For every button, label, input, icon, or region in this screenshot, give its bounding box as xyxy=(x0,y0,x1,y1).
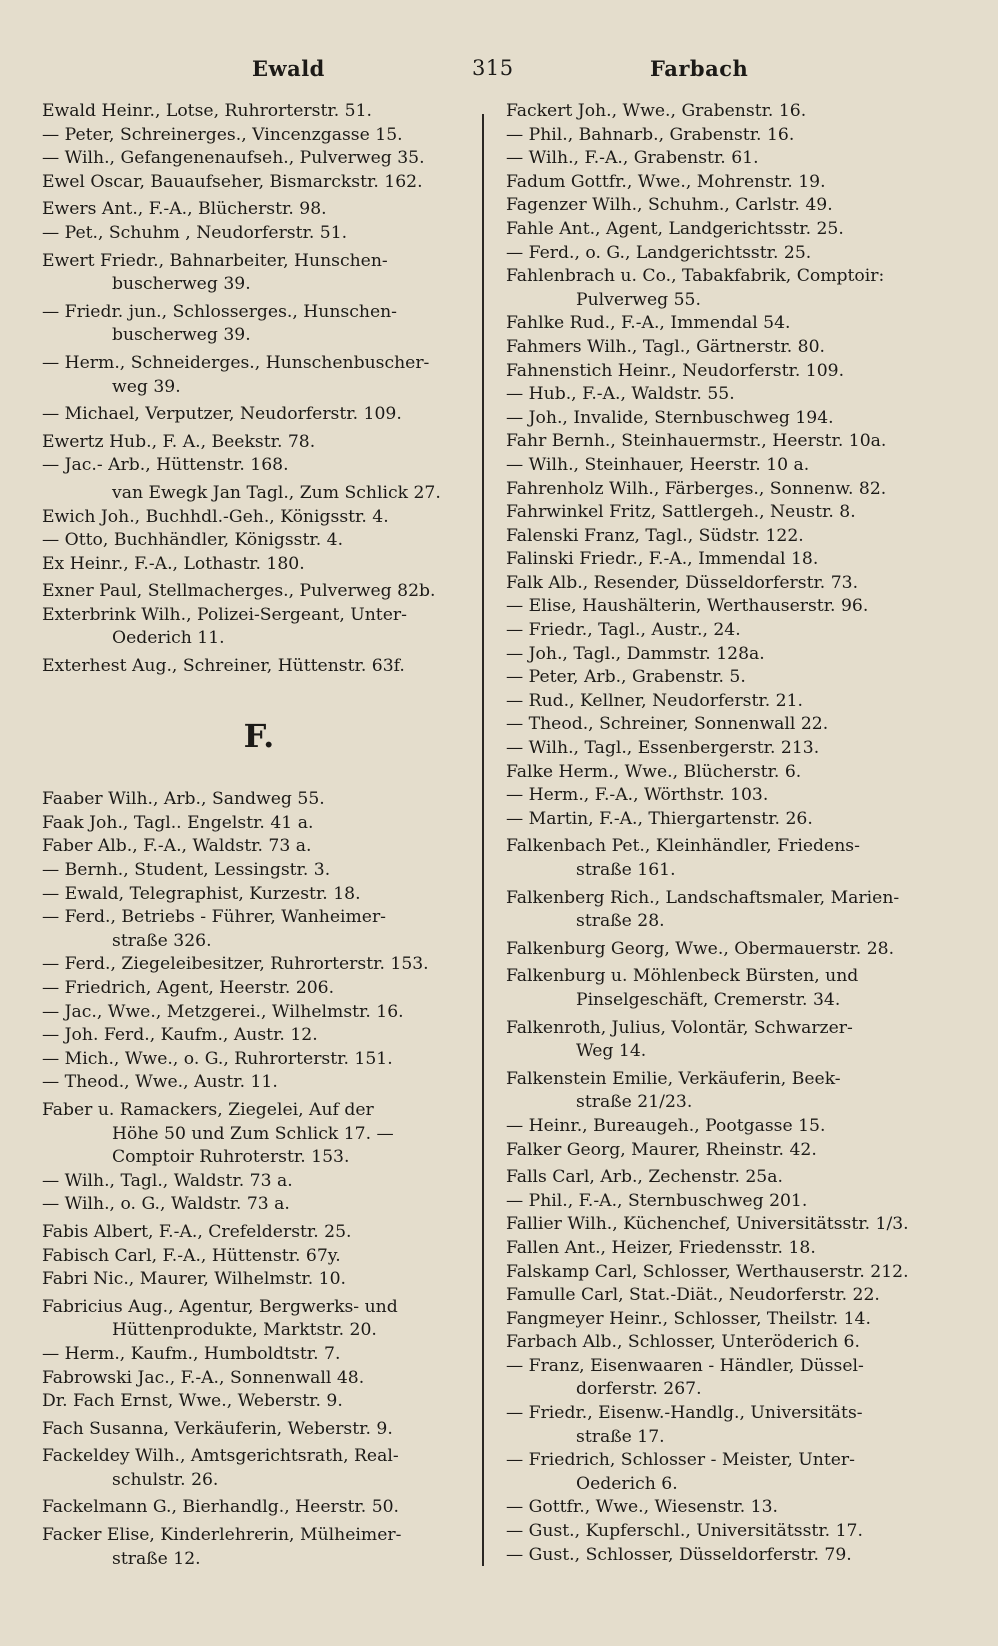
section-letter: F. xyxy=(243,716,275,755)
directory-line: — Heinr., Bureaugeh., Pootgasse 15. xyxy=(506,1115,826,1136)
directory-line: Falkenstein Emilie, Verkäuferin, Beek- xyxy=(506,1068,841,1089)
directory-line: — Phil., F.-A., Sternbuschweg 201. xyxy=(506,1190,808,1211)
left-column xyxy=(42,100,476,1571)
directory-line: — Peter, Schreinerges., Vincenzgasse 15. xyxy=(42,124,403,145)
directory-line: dorferstr. 267. xyxy=(576,1379,702,1400)
directory-line: — Joh., Tagl., Dammstr. 128a. xyxy=(506,643,765,664)
running-head-left: Ewald xyxy=(252,56,325,81)
directory-line: Fackelmann G., Bierhandlg., Heerstr. 50. xyxy=(42,1497,400,1518)
directory-line: — Gust., Schlosser, Düsseldorferstr. 79. xyxy=(506,1544,852,1565)
directory-line: Falkenburg u. Möhlenbeck Bürsten, und xyxy=(506,966,859,987)
directory-line: — Friedr. jun., Schlosserges., Hunschen- xyxy=(42,301,397,322)
directory-line: Fach Susanna, Verkäuferin, Weberstr. 9. xyxy=(42,1418,393,1439)
directory-line: Fangmeyer Heinr., Schlosser, Theilstr. 14. xyxy=(506,1308,871,1329)
directory-line: straße 28. xyxy=(576,911,665,932)
column-divider xyxy=(482,114,484,1566)
directory-line: — Wilh., Steinhauer, Heerstr. 10 a. xyxy=(506,454,810,475)
directory-line: Hüttenprodukte, Marktstr. 20. xyxy=(112,1320,377,1341)
directory-line: — Peter, Arb., Grabenstr. 5. xyxy=(506,667,746,688)
directory-line: — Friedr., Eisenw.-Handlg., Universitäts- xyxy=(506,1403,863,1424)
directory-line: — Wilh., Tagl., Waldstr. 73 a. xyxy=(42,1170,293,1191)
directory-line: — Pet., Schuhm , Neudorferstr. 51. xyxy=(42,222,348,243)
directory-line: Famulle Carl, Stat.-Diät., Neudorferstr. 22. xyxy=(506,1285,880,1306)
directory-line: Ewertz Hub., F. A., Beekstr. 78. xyxy=(42,431,316,452)
right-column xyxy=(506,100,938,1567)
directory-line: — Wilh., Gefangenenaufseh., Pulverweg 35. xyxy=(42,148,425,169)
directory-line: — Ferd., Ziegeleibesitzer, Ruhrorterstr. 153. xyxy=(42,954,429,975)
directory-line: Fahmers Wilh., Tagl., Gärtnerstr. 80. xyxy=(506,336,825,357)
directory-line: Ewert Friedr., Bahnarbeiter, Hunschen- xyxy=(42,250,388,271)
directory-line: — Mich., Wwe., o. G., Ruhrorterstr. 151. xyxy=(42,1048,393,1069)
directory-line: — Herm., F.-A., Wörthstr. 103. xyxy=(506,785,769,806)
directory-line: — Wilh., Tagl., Essenbergerstr. 213. xyxy=(506,738,820,759)
directory-line: Faak Joh., Tagl.. Engelstr. 41 a. xyxy=(42,812,314,833)
directory-line: Ewel Oscar, Bauaufseher, Bismarckstr. 162. xyxy=(42,171,423,192)
directory-line: Falkenbach Pet., Kleinhändler, Friedens- xyxy=(506,836,860,857)
directory-line: van Ewegk Jan Tagl., Zum Schlick 27. xyxy=(112,482,441,503)
directory-line: Fabricius Aug., Agentur, Bergwerks- und xyxy=(42,1296,398,1317)
directory-line: Fahnenstich Heinr., Neudorferstr. 109. xyxy=(506,360,845,381)
directory-line: straße 17. xyxy=(576,1426,665,1447)
directory-line: Facker Elise, Kinderlehrerin, Mülheimer- xyxy=(42,1525,402,1546)
directory-line: Fabis Albert, F.-A., Crefelderstr. 25. xyxy=(42,1221,352,1242)
directory-line: — Theod., Wwe., Austr. 11. xyxy=(42,1072,278,1093)
directory-line: Ewald Heinr., Lotse, Ruhrorterstr. 51. xyxy=(42,101,372,121)
directory-line: Weg 14. xyxy=(576,1041,647,1062)
directory-line: Fallen Ant., Heizer, Friedensstr. 18. xyxy=(506,1237,816,1258)
directory-line: — Franz, Eisenwaaren - Händler, Düssel- xyxy=(506,1355,864,1376)
directory-line: Exterhest Aug., Schreiner, Hüttenstr. 63f. xyxy=(42,656,405,677)
directory-line: Fahrwinkel Fritz, Sattlergeh., Neustr. 8. xyxy=(506,502,856,523)
directory-line: — Ferd., Betriebs - Führer, Wanheimer- xyxy=(42,907,386,928)
directory-line: — Rud., Kellner, Neudorferstr. 21. xyxy=(506,690,804,711)
directory-line: weg 39. xyxy=(112,376,181,397)
directory-line: straße 21/23. xyxy=(576,1092,693,1113)
directory-line: Falke Herm., Wwe., Blücherstr. 6. xyxy=(506,761,802,782)
directory-line: — Martin, F.-A., Thiergartenstr. 26. xyxy=(506,808,813,829)
directory-line: Falkenburg Georg, Wwe., Obermauerstr. 28. xyxy=(506,938,895,959)
directory-line: Faaber Wilh., Arb., Sandweg 55. xyxy=(42,789,325,810)
directory-line: Höhe 50 und Zum Schlick 17. — xyxy=(112,1123,394,1144)
directory-line: — Ewald, Telegraphist, Kurzestr. 18. xyxy=(42,883,361,904)
directory-line: Ewers Ant., F.-A., Blücherstr. 98. xyxy=(42,199,327,220)
directory-line: — Theod., Schreiner, Sonnenwall 22. xyxy=(506,714,829,735)
directory-line: Exner Paul, Stellmacherges., Pulverweg 82b. xyxy=(42,581,436,602)
directory-line: Ewich Joh., Buchhdl.-Geh., Königsstr. 4. xyxy=(42,506,389,527)
directory-line: — Otto, Buchhändler, Königsstr. 4. xyxy=(42,530,344,551)
directory-line: Fackeldey Wilh., Amtsgerichtsrath, Real- xyxy=(42,1446,399,1467)
directory-line: Fadum Gottfr., Wwe., Mohrenstr. 19. xyxy=(506,171,826,192)
directory-line: Fahlenbrach u. Co., Tabakfabrik, Comptoir: xyxy=(506,266,885,287)
directory-line: Fagenzer Wilh., Schuhm., Carlstr. 49. xyxy=(506,195,833,216)
directory-line: — Gottfr., Wwe., Wiesenstr. 13. xyxy=(506,1497,778,1518)
directory-line: — Herm., Schneiderges., Hunschenbuscher- xyxy=(42,352,430,373)
directory-line: Oederich 11. xyxy=(112,628,225,649)
directory-line: Fabrowski Jac., F.-A., Sonnenwall 48. xyxy=(42,1367,365,1388)
directory-line: Fahr Bernh., Steinhauermstr., Heerstr. 10a. xyxy=(506,431,887,452)
directory-line: Pulverweg 55. xyxy=(576,289,701,310)
directory-line: — Hub., F.-A., Waldstr. 55. xyxy=(506,384,735,405)
directory-line: Farbach Alb., Schlosser, Unteröderich 6. xyxy=(506,1332,860,1353)
left-entries-e xyxy=(42,100,476,679)
directory-line: Oederich 6. xyxy=(576,1473,678,1494)
directory-line: Dr. Fach Ernst, Wwe., Weberstr. 9. xyxy=(42,1391,343,1412)
directory-line: Fahle Ant., Agent, Landgerichtsstr. 25. xyxy=(506,218,844,239)
directory-line: Fabisch Carl, F.-A., Hüttenstr. 67y. xyxy=(42,1245,341,1266)
directory-line: Ex Heinr., F.-A., Lothastr. 180. xyxy=(42,553,305,574)
directory-line: Falenski Franz, Tagl., Südstr. 122. xyxy=(506,525,804,546)
directory-line: buscherweg 39. xyxy=(112,274,251,295)
directory-line: — Elise, Haushälterin, Werthauserstr. 96. xyxy=(506,596,869,617)
directory-line: — Herm., Kaufm., Humboldtstr. 7. xyxy=(42,1343,341,1364)
directory-line: — Joh. Ferd., Kaufm., Austr. 12. xyxy=(42,1025,318,1046)
directory-line: Falkenroth, Julius, Volontär, Schwarzer- xyxy=(506,1017,853,1038)
directory-line: Fackert Joh., Wwe., Grabenstr. 16. xyxy=(506,101,807,121)
directory-line: Fabri Nic., Maurer, Wilhelmstr. 10. xyxy=(42,1269,347,1290)
right-entries xyxy=(506,100,938,1567)
directory-line: Fallier Wilh., Küchenchef, Universitätsstr. 1/3. xyxy=(506,1214,909,1235)
directory-line: — Bernh., Student, Lessingstr. 3. xyxy=(42,860,331,881)
directory-line: straße 161. xyxy=(576,860,676,880)
directory-line: — Friedr., Tagl., Austr., 24. xyxy=(506,620,741,641)
directory-line: — Ferd., o. G., Landgerichtsstr. 25. xyxy=(506,242,812,263)
directory-line: Falker Georg, Maurer, Rheinstr. 42. xyxy=(506,1139,817,1160)
directory-line: Pinselgeschäft, Cremerstr. 34. xyxy=(576,989,841,1010)
directory-line: — Wilh., F.-A., Grabenstr. 61. xyxy=(506,148,759,169)
left-entries-f xyxy=(42,788,476,1571)
directory-line: Falls Carl, Arb., Zechenstr. 25a. xyxy=(506,1167,783,1188)
directory-line: Falk Alb., Resender, Düsseldorferstr. 73. xyxy=(506,572,859,593)
directory-line: — Michael, Verputzer, Neudorferstr. 109. xyxy=(42,404,402,425)
directory-line: Faber u. Ramackers, Ziegelei, Auf der xyxy=(42,1099,374,1120)
directory-line: Fahlke Rud., F.-A., Immendal 54. xyxy=(506,313,791,334)
directory-line: — Gust., Kupferschl., Universitätsstr. 17. xyxy=(506,1521,863,1542)
directory-line: Exterbrink Wilh., Polizei-Sergeant, Unter- xyxy=(42,604,407,625)
directory-line: Fahrenholz Wilh., Färberges., Sonnenw. 82. xyxy=(506,478,887,499)
running-head-right: Farbach xyxy=(650,56,749,81)
directory-line: Falskamp Carl, Schlosser, Werthauserstr. 212. xyxy=(506,1261,909,1282)
directory-line: — Friedrich, Agent, Heerstr. 206. xyxy=(42,978,335,998)
page-number: 315 xyxy=(472,56,514,80)
directory-line: Comptoir Ruhroterstr. 153. xyxy=(112,1147,350,1168)
directory-line: — Jac.- Arb., Hüttenstr. 168. xyxy=(42,455,289,476)
directory-line: straße 12. xyxy=(112,1548,201,1569)
directory-line: buscherweg 39. xyxy=(112,325,251,346)
directory-line: Faber Alb., F.-A., Waldstr. 73 a. xyxy=(42,836,312,857)
directory-line: Falkenberg Rich., Landschaftsmaler, Marien- xyxy=(506,887,900,908)
directory-line: — Wilh., o. G., Waldstr. 73 a. xyxy=(42,1194,290,1215)
directory-line: — Friedrich, Schlosser - Meister, Unter- xyxy=(506,1450,855,1471)
directory-line: straße 326. xyxy=(112,930,212,951)
directory-line: — Phil., Bahnarb., Grabenstr. 16. xyxy=(506,124,795,145)
directory-line: — Joh., Invalide, Sternbuschweg 194. xyxy=(506,407,834,428)
directory-line: — Jac., Wwe., Metzgerei., Wilhelmstr. 16. xyxy=(42,1001,404,1022)
directory-line: Falinski Friedr., F.-A., Immendal 18. xyxy=(506,549,819,570)
directory-line: schulstr. 26. xyxy=(112,1469,219,1490)
